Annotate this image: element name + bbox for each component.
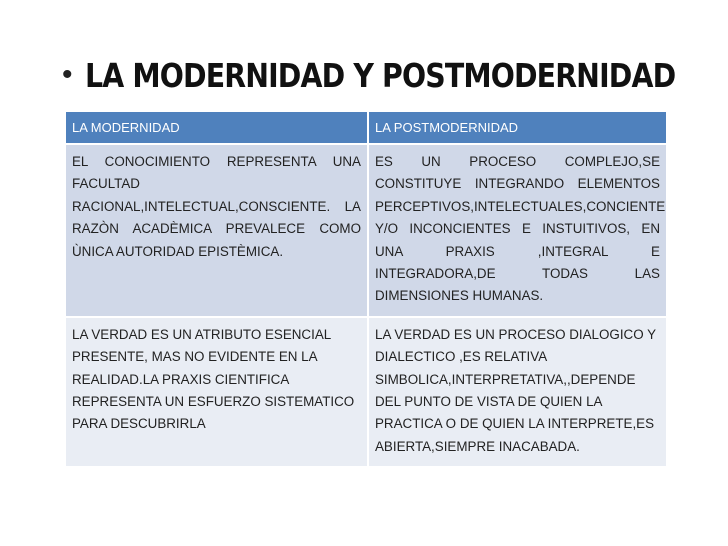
table-row [66, 317, 666, 466]
cell-modernidad-verdad: LA VERDAD ES UN ATRIBUTO ESENCIAL PRESENTE, MAS NO EVIDENTE EN LA REALIDAD.LA PRAXIS CIENTIFICA REPRESENTA UN ESFUERZO SISTEMATICO PARA DESCUBRIRLA [66, 317, 368, 466]
cell-postmodernidad-verdad: LA VERDAD ES UN PROCESO DIALOGICO Y DIALECTICO ,ES RELATIVA SIMBOLICA,INTERPRETATIVA,,DEPENDE DEL PUNTO DE VISTA DE QUIEN LA PRACTICA O DE QUIEN LA INTERPRETE,ES ABIERTA,SIEMPRE INACABADA. [368, 317, 666, 466]
header-modernidad: LA MODERNIDAD [66, 112, 368, 144]
comparison-table [66, 112, 666, 466]
slide-title [62, 50, 728, 100]
bullet-icon: • [62, 58, 73, 91]
page-title: LA MODERNIDAD Y POSTMODERNIDAD [84, 55, 675, 95]
cell-postmodernidad-conocimiento: ES UN PROCESO COMPLEJO,SE CONSTITUYE INTEGRANDO ELEMENTOS PERCEPTIVOS,INTELECTUALES,CONCIENTE Y/O INCONCIENTES E INSTUITIVOS, EN UNA PRAXIS ,INTEGRAL E INTEGRADORA,DE TODAS LAS DIMENSIONES HUMANAS. [368, 144, 666, 317]
cell-modernidad-conocimiento: EL CONOCIMIENTO REPRESENTA UNA FACULTAD RACIONAL,INTELECTUAL,CONSCIENTE. LA RAZÒN ACADÈMICA PREVALECE COMO ÙNICA AUTORIDAD EPISTÈMICA. [66, 144, 368, 317]
table-row [66, 144, 666, 317]
table-header-row [66, 112, 666, 144]
header-postmodernidad: LA POSTMODERNIDAD [368, 112, 666, 144]
